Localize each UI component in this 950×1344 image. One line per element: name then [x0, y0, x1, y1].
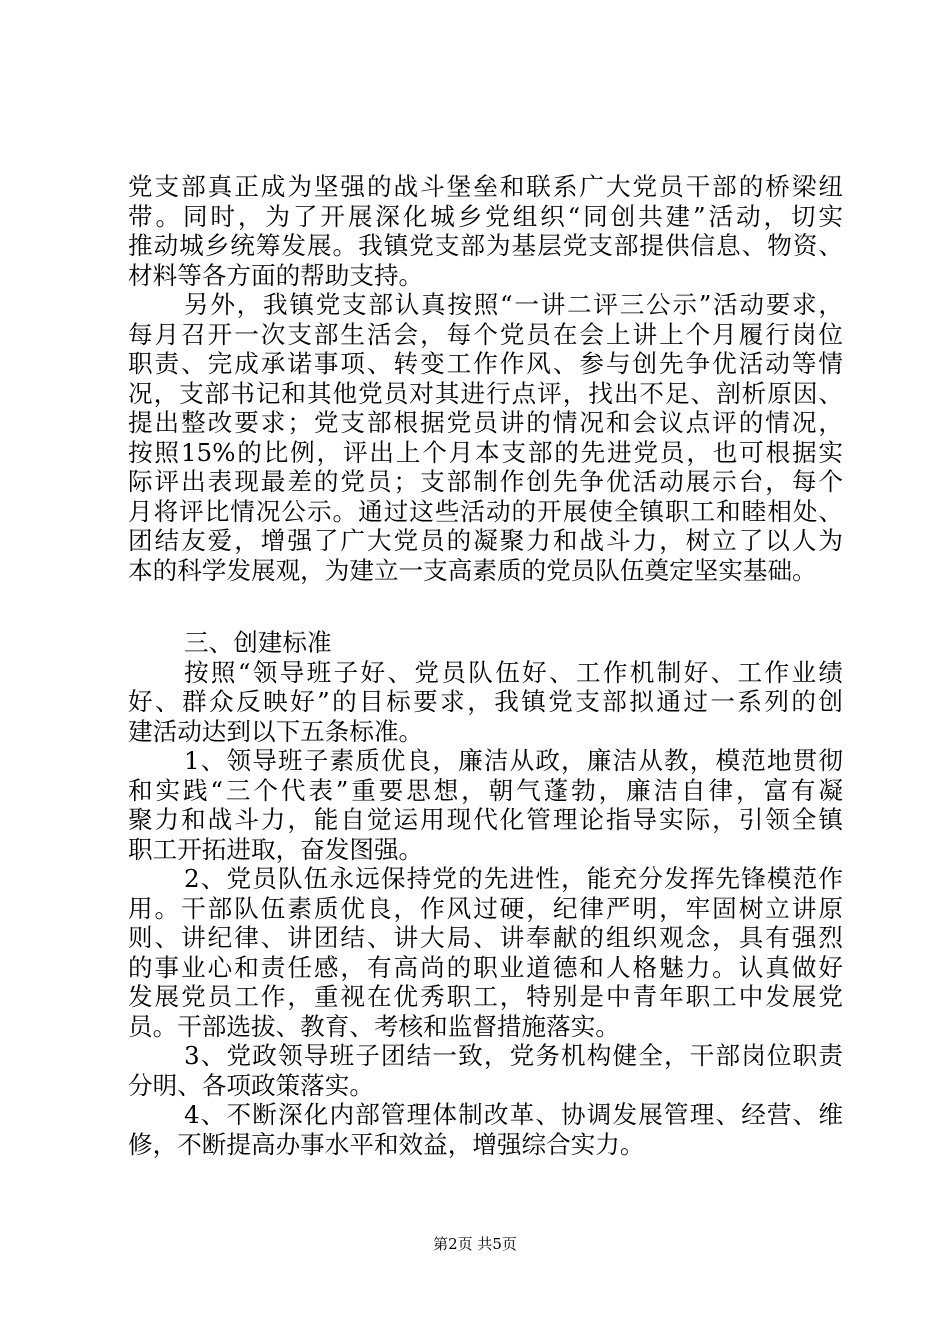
- text-line: 党支部真正成为坚强的战斗堡垒和联系广大党员干部的桥梁纽: [128, 172, 843, 201]
- paragraph: [128, 1041, 843, 1100]
- text-line: 按照15%的比例，评出上个月本支部的先进党员，也可根据实: [128, 437, 843, 467]
- text-line: 提出整改要求；党支部根据党员讲的情况和会议点评的情况，: [128, 408, 843, 437]
- text-line: 1、领导班子素质优良，廉洁从政，廉洁从教，模范地贯彻: [184, 746, 843, 775]
- page-number-label: 第2页 共5页: [433, 1235, 517, 1253]
- text-line: 修，不断提高办事水平和效益，增强综合实力。: [128, 1129, 645, 1159]
- text-line: 材料等各方面的帮助支持。: [128, 260, 424, 290]
- document-body: [128, 172, 843, 1159]
- section-heading: [128, 628, 843, 658]
- text-line: 另外，我镇党支部认真按照“一讲二评三公示”活动要求，: [184, 290, 843, 319]
- text-line: 发展党员工作，重视在优秀职工，特别是中青年职工中发展党: [128, 982, 843, 1011]
- text-line: 况，支部书记和其他党员对其进行点评，找出不足、剖析原因、: [128, 378, 843, 408]
- text-line: 好、群众反映好”的目标要求，我镇党支部拟通过一系列的创: [128, 687, 843, 716]
- text-line: 际评出表现最差的党员；支部制作创先争优活动展示台，每个: [128, 467, 843, 496]
- text-line: 职工开拓进取，奋发图强。: [128, 834, 424, 864]
- text-line: 职责、完成承诺事项、转变工作作风、参与创先争优活动等情: [128, 349, 843, 378]
- text-line: 建活动达到以下五条标准。: [128, 716, 424, 746]
- paragraph-spacer: [128, 585, 843, 628]
- text-line: 带。同时，为了开展深化城乡党组织“同创共建”活动，切实: [128, 201, 843, 231]
- text-line: 和实践“三个代表”重要思想，朝气蓬勃，廉洁自律，富有凝: [128, 775, 843, 805]
- paragraph: [128, 864, 843, 1041]
- text-line: 4、不断深化内部管理体制改革、协调发展管理、经营、维: [184, 1100, 843, 1129]
- text-line: 推动城乡统筹发展。我镇党支部为基层党支部提供信息、物资、: [128, 231, 843, 260]
- page-footer: [0, 1234, 950, 1254]
- text-line: 聚力和战斗力，能自觉运用现代化管理论指导实际，引领全镇: [128, 805, 843, 834]
- text-line: 的事业心和责任感，有高尚的职业道德和人格魅力。认真做好: [128, 952, 843, 982]
- text-line: 月将评比情况公示。通过这些活动的开展使全镇职工和睦相处、: [128, 496, 843, 526]
- text-line: 2、党员队伍永远保持党的先进性，能充分发挥先锋模范作: [184, 864, 843, 893]
- text-line: 分明、各项政策落实。: [128, 1070, 374, 1100]
- paragraph: [128, 290, 843, 585]
- text-line: 3、党政领导班子团结一致，党务机构健全，干部岗位职责: [184, 1041, 843, 1070]
- text-line: 员。干部选拔、教育、考核和监督措施落实。: [128, 1011, 620, 1041]
- text-line: 按照“领导班子好、党员队伍好、工作机制好、工作业绩: [184, 657, 843, 687]
- paragraph: [128, 1100, 843, 1159]
- text-line: 每月召开一次支部生活会，每个党员在会上讲上个月履行岗位: [128, 319, 843, 349]
- text-line: 团结友爱，增强了广大党员的凝聚力和战斗力，树立了以人为: [128, 526, 843, 555]
- paragraph: [128, 658, 843, 747]
- text-line: 用。干部队伍素质优良，作风过硬，纪律严明，牢固树立讲原: [128, 893, 843, 923]
- heading-text: 三、创建标准: [184, 628, 332, 657]
- text-line: 本的科学发展观，为建立一支高素质的党员队伍奠定坚实基础。: [128, 555, 817, 585]
- text-line: 则、讲纪律、讲团结、讲大局、讲奉献的组织观念，具有强烈: [128, 923, 843, 952]
- paragraph: [128, 746, 843, 864]
- paragraph: [128, 172, 843, 290]
